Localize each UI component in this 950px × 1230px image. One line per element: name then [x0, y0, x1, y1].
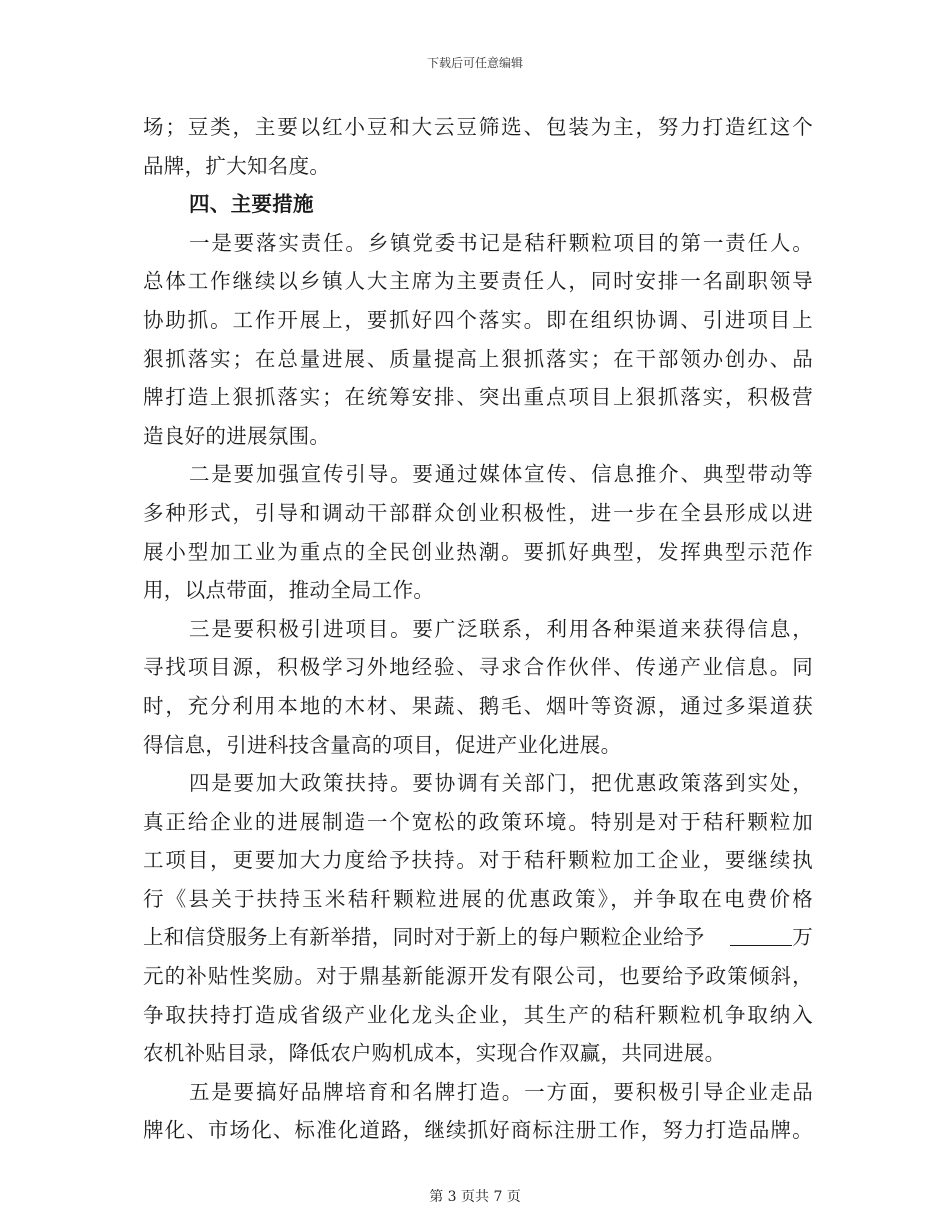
text-line: 场；豆类，主要以红小豆和大云豆筛选、包装为主，努力打造红这个: [143, 115, 813, 139]
fill-in-blank: [730, 927, 792, 946]
section-heading: 四、主要措施: [189, 192, 314, 217]
text-line: 总体工作继续以乡镇人大主席为主要责任人，同时安排一名副职领导: [143, 269, 813, 294]
text-line: 寻找项目源，积极学习外地经验、寻求合作伙伴、传递产业信息。同: [143, 655, 813, 680]
text-line: 争取扶持打造成省级产业化龙头企业，其生产的秸秆颗粒机争取纳入: [143, 1002, 813, 1027]
body-text: [143, 108, 813, 1150]
text-line-with-blank: [143, 918, 813, 957]
text-line: 农机补贴目录，降低农户购机成本，实现合作双赢，共同进展。: [143, 1041, 726, 1066]
text-line: 用，以点带面，推动全局工作。: [143, 578, 435, 603]
text-line: 狠抓落实；在总量进展、质量提高上狠抓落实；在干部领办创办、品: [143, 346, 813, 371]
paragraph-first-line: 三是要积极引进项目。要广泛联系，利用各种渠道来获得信息，: [189, 616, 813, 641]
paragraph-first-line: 五是要搞好品牌培育和名牌打造。一方面，要积极引导企业走品: [189, 1079, 813, 1104]
text-line: 品牌，扩大知名度。: [143, 153, 331, 178]
text-line: 行《县关于扶持玉米秸秆颗粒进展的优惠政策》，并争取在电费价格: [143, 886, 813, 911]
paragraph-first-line: 一是要落实责任。乡镇党委书记是秸秆颗粒项目的第一责任人。: [189, 230, 813, 255]
paragraph-first-line: 四是要加大政策扶持。要协调有关部门，把优惠政策落到实处，: [189, 771, 813, 796]
text-line: 展小型加工业为重点的全民创业热潮。要抓好典型，发挥典型示范作: [143, 539, 813, 564]
text-segment: 万: [792, 925, 813, 950]
page-footer: 第 3 页共 7 页: [429, 1189, 521, 1205]
text-line: 得信息，引进科技含量高的项目，促进产业化进展。: [143, 732, 622, 757]
text-line: 牌化、市场化、标准化道路，继续抓好商标注册工作，努力打造品牌。: [143, 1118, 813, 1143]
text-line: 真正给企业的进展制造一个宽松的政策环境。特别是对于秸秆颗粒加: [143, 809, 813, 834]
text-line: 协助抓。工作开展上，要抓好四个落实。即在组织协调、引进项目上: [143, 307, 813, 332]
blank-and-unit: [730, 918, 813, 957]
text-line: 元的补贴性奖励。对于鼎基新能源开发有限公司，也要给予政策倾斜，: [143, 964, 813, 989]
text-line: 时，充分利用本地的木材、果蔬、鹅毛、烟叶等资源，通过多渠道获: [143, 693, 813, 718]
text-segment: 上和信贷服务上有新举措，同时对于新上的每户颗粒企业给予: [143, 925, 705, 950]
paragraph-first-line: 二是要加强宣传引导。要通过媒体宣传、信息推介、典型带动等: [189, 462, 813, 487]
text-line: 多种形式，引导和调动干部群众创业积极性，进一步在全县形成以进: [143, 500, 813, 525]
text-line: 造良好的进展氛围。: [143, 423, 331, 448]
text-line: 牌打造上狠抓落实；在统筹安排、突出重点项目上狠抓落实，积极营: [143, 385, 813, 410]
page-header: 下载后可任意编辑: [426, 56, 523, 70]
text-line: 工项目，更要加大力度给予扶持。对于秸秆颗粒加工企业，要继续执: [143, 848, 813, 873]
